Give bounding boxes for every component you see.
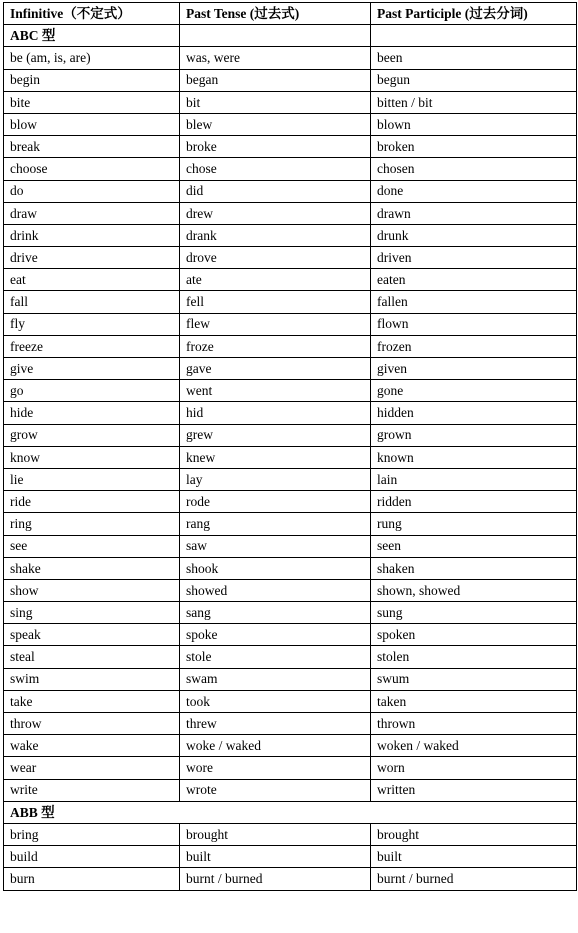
- table-row: [4, 247, 577, 269]
- table-row: [4, 113, 577, 135]
- table-row: [4, 602, 577, 624]
- table-row: [4, 868, 577, 890]
- past-tense-cell: took: [180, 690, 371, 712]
- header-row: [4, 3, 577, 25]
- past-participle-cell: fallen: [371, 291, 577, 313]
- table-row: [4, 513, 577, 535]
- table-row: [4, 557, 577, 579]
- past-participle-cell: sung: [371, 602, 577, 624]
- infinitive-cell: see: [4, 535, 180, 557]
- group-label: ABB 型: [4, 801, 577, 823]
- past-participle-cell: worn: [371, 757, 577, 779]
- past-tense-cell: was, were: [180, 47, 371, 69]
- infinitive-cell: sing: [4, 602, 180, 624]
- past-tense-cell: sang: [180, 602, 371, 624]
- past-participle-cell: built: [371, 846, 577, 868]
- table-row: [4, 646, 577, 668]
- table-row: [4, 291, 577, 313]
- table-row: [4, 779, 577, 801]
- past-tense-cell: knew: [180, 446, 371, 468]
- past-participle-cell: blown: [371, 113, 577, 135]
- past-participle-cell: burnt / burned: [371, 868, 577, 890]
- table-row: [4, 69, 577, 91]
- table-row: [4, 136, 577, 158]
- infinitive-cell: eat: [4, 269, 180, 291]
- table-row: [4, 668, 577, 690]
- infinitive-cell: speak: [4, 624, 180, 646]
- table-row: [4, 468, 577, 490]
- infinitive-cell: draw: [4, 202, 180, 224]
- infinitive-cell: bite: [4, 91, 180, 113]
- past-tense-cell: did: [180, 180, 371, 202]
- table-row: [4, 335, 577, 357]
- past-participle-cell: written: [371, 779, 577, 801]
- past-tense-cell: threw: [180, 713, 371, 735]
- past-tense-cell: built: [180, 846, 371, 868]
- infinitive-cell: begin: [4, 69, 180, 91]
- infinitive-cell: go: [4, 380, 180, 402]
- infinitive-cell: drink: [4, 224, 180, 246]
- table-row: [4, 91, 577, 113]
- empty-cell: [371, 25, 577, 47]
- table-row: [4, 202, 577, 224]
- table-row: [4, 424, 577, 446]
- group-header-row: [4, 25, 577, 47]
- table-row: [4, 579, 577, 601]
- past-participle-cell: spoken: [371, 624, 577, 646]
- past-participle-cell: shaken: [371, 557, 577, 579]
- past-tense-cell: rode: [180, 491, 371, 513]
- past-participle-cell: grown: [371, 424, 577, 446]
- past-tense-cell: shook: [180, 557, 371, 579]
- past-tense-cell: broke: [180, 136, 371, 158]
- table-row: [4, 224, 577, 246]
- past-participle-cell: frozen: [371, 335, 577, 357]
- table-row: [4, 180, 577, 202]
- table-row: [4, 402, 577, 424]
- past-participle-cell: been: [371, 47, 577, 69]
- infinitive-cell: steal: [4, 646, 180, 668]
- past-participle-cell: bitten / bit: [371, 91, 577, 113]
- infinitive-cell: take: [4, 690, 180, 712]
- past-participle-cell: hidden: [371, 402, 577, 424]
- past-participle-cell: driven: [371, 247, 577, 269]
- past-tense-cell: lay: [180, 468, 371, 490]
- table-row: [4, 690, 577, 712]
- infinitive-cell: build: [4, 846, 180, 868]
- infinitive-cell: wear: [4, 757, 180, 779]
- past-tense-cell: drew: [180, 202, 371, 224]
- table-row: [4, 491, 577, 513]
- infinitive-cell: blow: [4, 113, 180, 135]
- past-tense-cell: swam: [180, 668, 371, 690]
- group-label: ABC 型: [4, 25, 180, 47]
- table-row: [4, 269, 577, 291]
- infinitive-cell: do: [4, 180, 180, 202]
- infinitive-cell: break: [4, 136, 180, 158]
- past-tense-cell: burnt / burned: [180, 868, 371, 890]
- empty-cell: [180, 25, 371, 47]
- infinitive-cell: swim: [4, 668, 180, 690]
- infinitive-cell: choose: [4, 158, 180, 180]
- table-row: [4, 846, 577, 868]
- infinitive-cell: know: [4, 446, 180, 468]
- past-tense-cell: spoke: [180, 624, 371, 646]
- past-participle-cell: flown: [371, 313, 577, 335]
- infinitive-cell: burn: [4, 868, 180, 890]
- infinitive-cell: ride: [4, 491, 180, 513]
- past-participle-cell: broken: [371, 136, 577, 158]
- past-tense-cell: began: [180, 69, 371, 91]
- table-row: [4, 47, 577, 69]
- past-tense-cell: rang: [180, 513, 371, 535]
- table-row: [4, 158, 577, 180]
- past-participle-cell: eaten: [371, 269, 577, 291]
- past-participle-cell: seen: [371, 535, 577, 557]
- past-participle-cell: taken: [371, 690, 577, 712]
- past-participle-cell: gone: [371, 380, 577, 402]
- infinitive-cell: throw: [4, 713, 180, 735]
- past-participle-cell: given: [371, 358, 577, 380]
- infinitive-cell: show: [4, 579, 180, 601]
- infinitive-cell: hide: [4, 402, 180, 424]
- past-tense-cell: blew: [180, 113, 371, 135]
- header-past-participle: Past Participle (过去分词): [371, 3, 577, 25]
- infinitive-cell: grow: [4, 424, 180, 446]
- past-tense-cell: chose: [180, 158, 371, 180]
- infinitive-cell: freeze: [4, 335, 180, 357]
- past-tense-cell: bit: [180, 91, 371, 113]
- past-participle-cell: known: [371, 446, 577, 468]
- infinitive-cell: fall: [4, 291, 180, 313]
- past-tense-cell: saw: [180, 535, 371, 557]
- table-row: [4, 446, 577, 468]
- table-row: [4, 358, 577, 380]
- past-tense-cell: wrote: [180, 779, 371, 801]
- infinitive-cell: shake: [4, 557, 180, 579]
- infinitive-cell: give: [4, 358, 180, 380]
- past-tense-cell: drank: [180, 224, 371, 246]
- header-past-tense: Past Tense (过去式): [180, 3, 371, 25]
- past-tense-cell: brought: [180, 823, 371, 845]
- past-participle-cell: woken / waked: [371, 735, 577, 757]
- infinitive-cell: fly: [4, 313, 180, 335]
- past-tense-cell: showed: [180, 579, 371, 601]
- group-header-row: [4, 801, 577, 823]
- past-tense-cell: grew: [180, 424, 371, 446]
- past-tense-cell: wore: [180, 757, 371, 779]
- past-tense-cell: ate: [180, 269, 371, 291]
- past-tense-cell: stole: [180, 646, 371, 668]
- past-participle-cell: drunk: [371, 224, 577, 246]
- infinitive-cell: bring: [4, 823, 180, 845]
- infinitive-cell: be (am, is, are): [4, 47, 180, 69]
- past-tense-cell: hid: [180, 402, 371, 424]
- past-participle-cell: thrown: [371, 713, 577, 735]
- header-infinitive: Infinitive（不定式）: [4, 3, 180, 25]
- infinitive-cell: ring: [4, 513, 180, 535]
- past-participle-cell: swum: [371, 668, 577, 690]
- past-tense-cell: flew: [180, 313, 371, 335]
- past-participle-cell: ridden: [371, 491, 577, 513]
- infinitive-cell: wake: [4, 735, 180, 757]
- table-row: [4, 823, 577, 845]
- past-participle-cell: rung: [371, 513, 577, 535]
- past-participle-cell: chosen: [371, 158, 577, 180]
- past-participle-cell: drawn: [371, 202, 577, 224]
- past-tense-cell: froze: [180, 335, 371, 357]
- past-tense-cell: fell: [180, 291, 371, 313]
- table-row: [4, 535, 577, 557]
- past-tense-cell: gave: [180, 358, 371, 380]
- table-row: [4, 757, 577, 779]
- table-body: [4, 25, 577, 890]
- past-participle-cell: stolen: [371, 646, 577, 668]
- infinitive-cell: write: [4, 779, 180, 801]
- infinitive-cell: drive: [4, 247, 180, 269]
- table-row: [4, 735, 577, 757]
- past-tense-cell: went: [180, 380, 371, 402]
- past-participle-cell: brought: [371, 823, 577, 845]
- past-tense-cell: drove: [180, 247, 371, 269]
- past-participle-cell: done: [371, 180, 577, 202]
- table-row: [4, 624, 577, 646]
- past-participle-cell: begun: [371, 69, 577, 91]
- table-row: [4, 713, 577, 735]
- past-participle-cell: shown, showed: [371, 579, 577, 601]
- past-participle-cell: lain: [371, 468, 577, 490]
- table-row: [4, 380, 577, 402]
- table-row: [4, 313, 577, 335]
- past-tense-cell: woke / waked: [180, 735, 371, 757]
- infinitive-cell: lie: [4, 468, 180, 490]
- verb-forms-table: [3, 2, 577, 891]
